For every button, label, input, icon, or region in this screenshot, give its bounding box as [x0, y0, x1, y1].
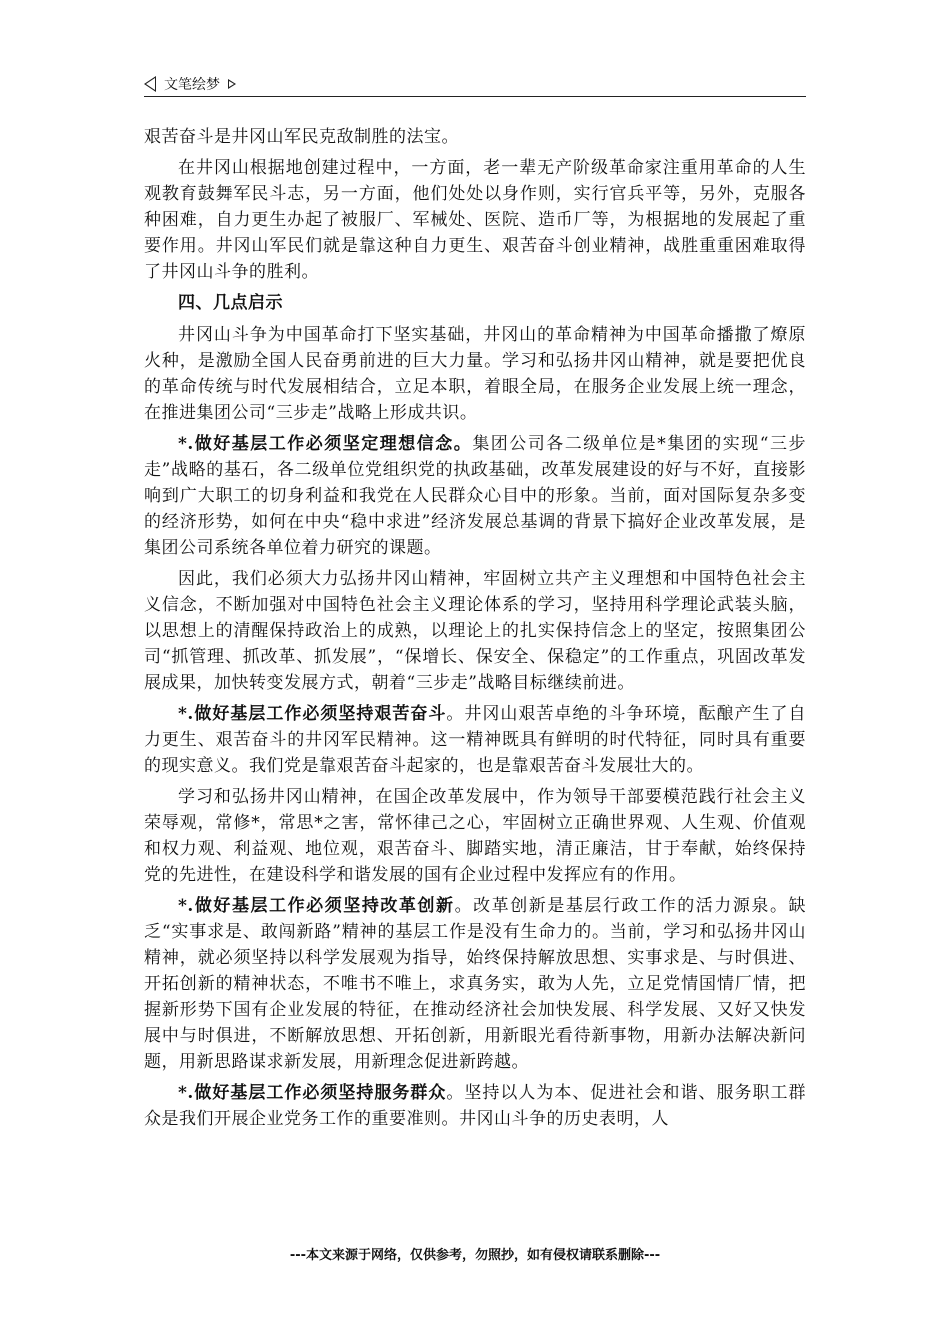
- page-footer: ---本文来源于网络，仅供参考，勿照抄，如有侵权请联系删除---: [289, 1248, 661, 1263]
- paragraph-text: 集团公司各二级单位是*集团的实现“三步走”战略的基石，各二级单位党组织党的执政基础，改革发展建设的好与不好，直接影响到广大职工的切身利益和我党在人民群众心目中的形象。当前，面对国际复杂多变的经济形势，如何在中央“稳中求进”经济发展总基调的背景下搞好企业改革发展，是集团公司系统各单位着力研究的课题。: [144, 434, 806, 558]
- triangle-right-icon: [228, 79, 236, 89]
- paragraph-lead: *.做好基层工作必须坚持改革创新: [178, 896, 455, 916]
- triangle-left-icon: [144, 76, 156, 92]
- document-body: [144, 124, 806, 1137]
- paragraph: 因此，我们必须大力弘扬井冈山精神，牢固树立共产主义理想和中国特色社会主义信念，不断加强对中国特色社会主义理论体系的学习，坚持用科学理论武装头脑，以思想上的清醒保持政治上的成熟，以理论上的扎实保持信念上的坚定，按照集团公司“抓管理、抓改革、抓发展”，“保增长、保安全、保稳定”的工作重点，巩固改革发展成果，加快转变发展方式，朝着“三步走”战略目标继续前进。: [144, 569, 806, 693]
- paragraph: 艰苦奋斗是井冈山军民克敌制胜的法宝。: [144, 127, 459, 147]
- paragraph: [144, 701, 806, 779]
- paragraph: [144, 893, 806, 1075]
- paragraph-text: 。井冈山艰苦卓绝的斗争环境，酝酿产生了自力更生、艰苦奋斗的井冈军民精神。这一精神既具有鲜明的时代特征，同时具有重要的现实意义。我们党是靠艰苦奋斗起家的，也是靠艰苦奋斗发展壮大的。: [144, 704, 806, 776]
- paragraph-text: 。坚持以人为本、促进社会和谐、服务职工群众是我们开展企业党务工作的重要准则。井冈山斗争的历史表明，人: [144, 1083, 806, 1129]
- section-heading: 四、几点启示: [178, 293, 283, 313]
- paragraph-lead: *.做好基层工作必须坚持服务群众: [178, 1083, 447, 1103]
- paragraph: 井冈山斗争为中国革命打下坚实基础，井冈山的革命精神为中国革命播撒了燎原火种，是激励全国人民奋勇前进的巨大力量。学习和弘扬井冈山精神，就是要把优良的革命传统与时代发展相结合，立足本职，着眼全局，在服务企业发展上统一理念，在推进集团公司“三步走”战略上形成共识。: [144, 325, 806, 423]
- paragraph-text: 。改革创新是基层行政工作的活力源泉。缺乏“实事求是、敢闯新路”精神的基层工作是没有生命力的。当前，学习和弘扬井冈山精神，就必须坚持以科学发展观为指导，始终保持解放思想、实事求是、与时俱进、开拓创新的精神状态，不唯书不唯上，求真务实，敢为人先，立足党情国情厂情，把握新形势下国有企业发展的特征，在推动经济社会加快发展、科学发展、又好又快发展中与时俱进，不断解放思想、开拓创新，用新眼光看待新事物，用新办法解决新问题，用新思路谋求新发展，用新理念促进新跨越。: [144, 896, 806, 1072]
- paragraph: [144, 1080, 806, 1132]
- paragraph: 在井冈山根据地创建过程中，一方面，老一辈无产阶级革命家注重用革命的人生观教育鼓舞军民斗志，另一方面，他们处处以身作则，实行官兵平等，另外，克服各种困难，自力更生办起了被服厂、军械处、医院、造币厂等，为根据地的发展起了重要作用。井冈山军民们就是靠这种自力更生、艰苦奋斗创业精神，战胜重重困难取得了井冈山斗争的胜利。: [144, 158, 806, 282]
- paragraph-lead: *.做好基层工作必须坚定理想信念。: [178, 434, 473, 454]
- paragraph: 学习和弘扬井冈山精神，在国企改革发展中，作为领导干部要模范践行社会主义荣辱观，常修*，常思*之害，常怀律己之心，牢固树立正确世界观、人生观、价值观和权力观、利益观、地位观，艰苦奋斗、脚踏实地，清正廉洁，甘于奉献，始终保持党的先进性，在建设科学和谐发展的国有企业过程中发挥应有的作用。: [144, 787, 806, 885]
- paragraph-lead: *.做好基层工作必须坚持艰苦奋斗: [178, 704, 447, 724]
- paragraph: [144, 431, 806, 561]
- header-title: 文笔绘梦: [164, 77, 220, 93]
- page-header: [144, 72, 806, 97]
